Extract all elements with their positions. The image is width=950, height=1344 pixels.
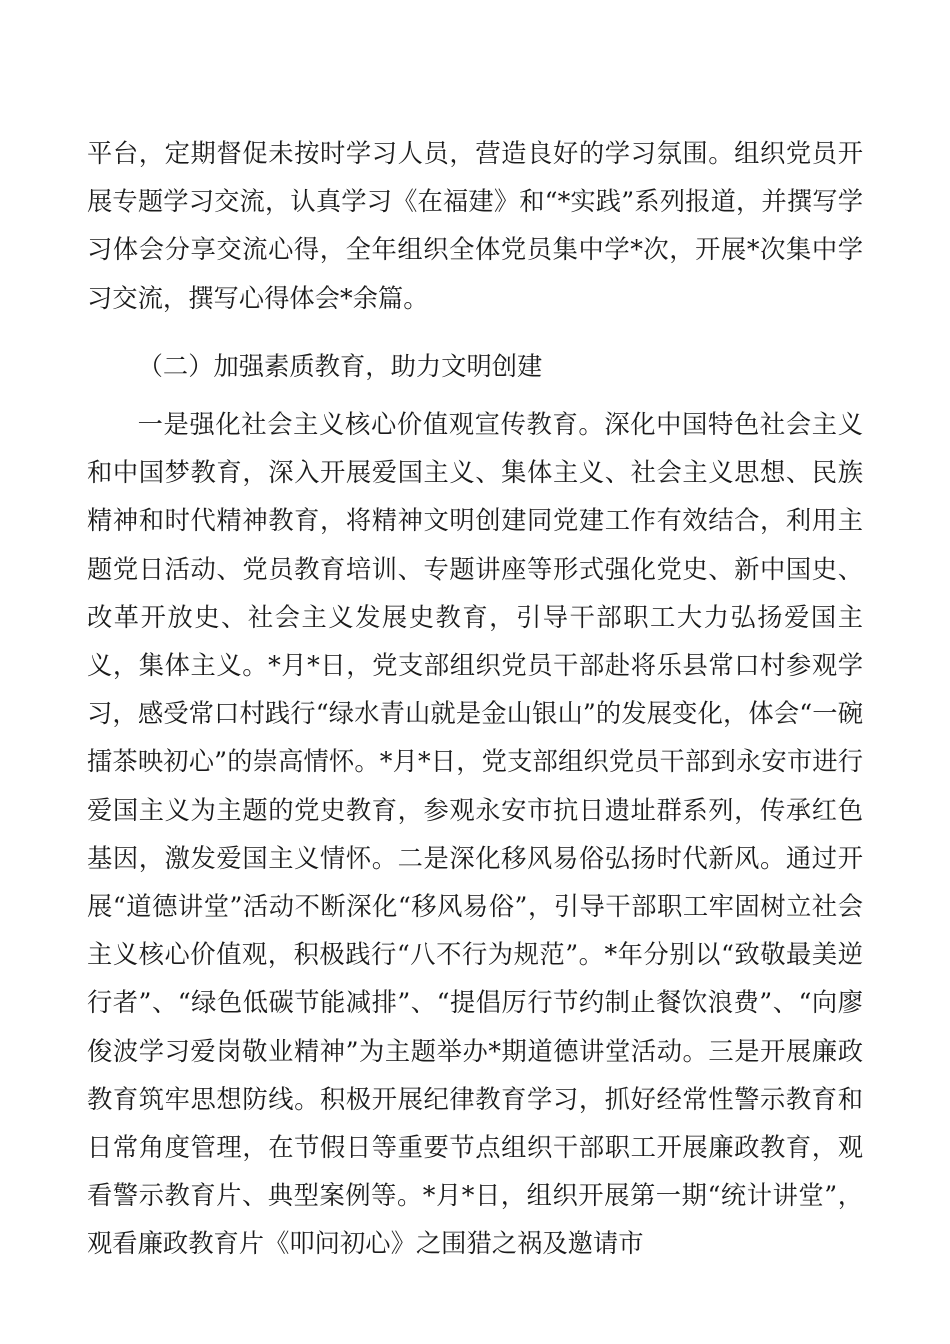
paragraph-body: 一是强化社会主义核心价值观宣传教育。深化中国特色社会主义和中国梦教育，深入开展爱国主义、集体主义、社会主义思想、民族精神和时代精神教育，将精神文明创建同党建工作有效结合，利用主题党日活动、党员教育培训、专题讲座等形式强化党史、新中国史、改革开放史、社会主义发展史教育，引导干部职工大力弘扬爱国主义，集体主义。*月*日，党支部组织党员干部赴将乐县常口村参观学习，感受常口村践行“绿水青山就是金山银山”的发展变化，体会“一碗擂茶映初心”的崇高情怀。*月*日，党支部组织党员干部到永安市进行爱国主义为主题的党史教育，参观永安市抗日遗址群系列，传承红色基因，激发爱国主义情怀。二是深化移风易俗弘扬时代新风。通过开展“道德讲堂”活动不断深化“移风易俗”，引导干部职工牢固树立社会主义核心价值观，积极践行“八不行为规范”。*年分别以“致敬最美逆行者”、“绿色低碳节能减排”、“提倡厉行节约制止餐饮浪费”、“向廖俊波学习爱岗敬业精神”为主题举办*期道德讲堂活动。三是开展廉政教育筑牢思想防线。积极开展纪律教育学习，抓好经常性警示教育和日常角度管理，在节假日等重要节点组织干部职工开展廉政教育，观看警示教育片、典型案例等。*月*日，组织开展第一期“统计讲堂”，观看廉政教育片《叩问初心》之围猎之祸及邀请市 [87,410,863,1259]
document-body [87,130,863,1269]
section-heading: （二）加强素质教育，助力文明创建 [137,351,543,381]
paragraph-continuation: 平台，定期督促未按时学习人员，营造良好的学习氛围。组织党员开展专题学习交流，认真学习《在福建》和“*实践”系列报道，并撰写学习体会分享交流心得，全年组织全体党员集中学*次，开展*次集中学习交流，撰写心得体会*余篇。 [87,139,863,313]
